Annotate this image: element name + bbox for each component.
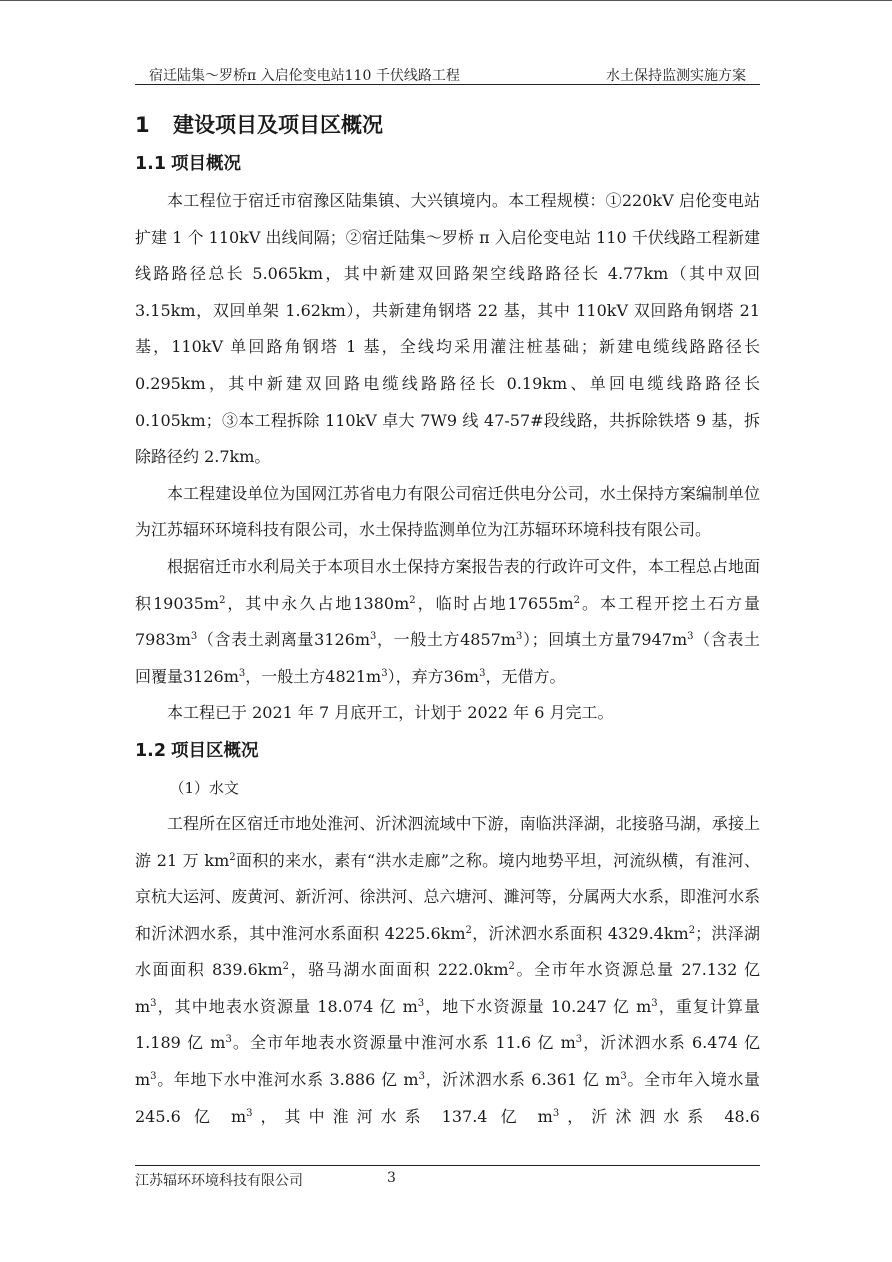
paragraph-land-earthwork: 根据宿迁市水利局关于本项目水土保持方案报告表的行政许可文件，本工程总占地面积$19035m^2$，其中永久占地$1380m^2$，临时占地$17655m^2$。本工程开挖土石方量$7983m^3$（含表土剥离量$3126m^3$，一般土方$4857m^3$）；回填土方量$7947m^3$（含表土回覆量$3126m^3$，一般土方$4821m^3$），弃方$36m^3$，无借方。 [135, 556, 760, 686]
section-1-2-title: 项目区概况 [171, 740, 259, 761]
header-project-title: 宿迁陆集～罗桥π 入启伦变电站110 千伏线路工程 [149, 68, 460, 84]
section-1-number: 1 [135, 113, 150, 137]
page-header [135, 62, 760, 84]
subheading-hydrology: （1）水文 [169, 778, 240, 797]
page-number: 3 [387, 1170, 396, 1186]
section-1-2-number: 1.2 [135, 740, 167, 761]
section-1-1-heading [135, 145, 760, 183]
header-doc-title: 水土保持监测实施方案 [606, 68, 746, 84]
paragraph-schedule: 本工程已于 2021 年 7 月底开工，计划于 2022 年 6 月完工。 [167, 703, 614, 723]
section-1-1-number: 1.1 [135, 154, 167, 174]
paragraph-units: 本工程建设单位为国网江苏省电力有限公司宿迁供电分公司，水土保持方案编制单位为江苏辐环环境科技有限公司，水土保持监测单位为江苏辐环环境科技有限公司。 [135, 483, 760, 540]
section-1-title: 建设项目及项目区概况 [173, 113, 383, 137]
page-footer [135, 1170, 396, 1190]
footer-company: 江苏辐环环境科技有限公司 [135, 1173, 303, 1189]
header-rule [135, 84, 760, 85]
section-1-2-heading [135, 732, 760, 770]
page-top-border [0, 0, 892, 1]
page-content [135, 105, 760, 1135]
footer-rule [135, 1165, 760, 1166]
section-1-1-title: 项目概况 [171, 154, 241, 174]
section-1-heading [135, 105, 760, 145]
paragraph-project-scale: 本工程位于宿迁市宿豫区陆集镇、大兴镇境内。本工程规模：①220kV 启伦变电站扩建 1 个 110kV 出线间隔；②宿迁陆集～罗桥 π 入启伦变电站 110 千伏线路工程新建线路路径总长 5.065km，其中新建双回路架空线路路径长 4.77km（其中双回 3.15km，双回单架 1.62km），共新建角钢塔 22 基，其中 110kV 双回路角钢塔 21 基，110kV 单回路角钢塔 1 基，全线均采用灌注桩基础；新建电缆线路路径长 0.295km，其中新建双回路电缆线路路径长 0.19km、单回电缆线路路径长 0.105km；③本工程拆除 110kV 卓大 7W9 线 47-57#段线路，共拆除铁塔 9 基，拆除路径约 2.7km。 [135, 191, 760, 467]
paragraph-hydrology: 工程所在区宿迁市地处淮河、沂沭泗流域中下游，南临洪泽湖，北接骆马湖，承接上游 21 万 $km^2$面积的来水，素有“洪水走廊”之称。境内地势平坦，河流纵横，有淮河、京杭大运河、废黄河、新沂河、徐洪河、总六塘河、濉河等，分属两大水系，即淮河水系和沂沭泗水系，其中淮河水系面积 $4225.6km^2$，沂沭泗水系面积 $4329.4km^2$；洪泽湖水面面积 $839.6km^2$，骆马湖水面面积 $222.0km^2$。全市年水资源总量 27.132 亿 $m^3$，其中地表水资源量 18.074 亿 $m^3$，地下水资源量 10.247 亿 $m^3$，重复计算量 1.189 亿 $m^3$。全市年地表水资源量中淮河水系 11.6 亿 $m^3$，沂沭泗水系 6.474 亿 $m^3$。年地下水中淮河水系 3.886 亿 $m^3$，沂沭泗水系 6.361 亿 $m^3$。全市年入境水量 245.6 亿 $m^3$，其中淮河水系 137.4 亿 $m^3$，沂沭泗水系 48.6 [135, 813, 760, 1126]
